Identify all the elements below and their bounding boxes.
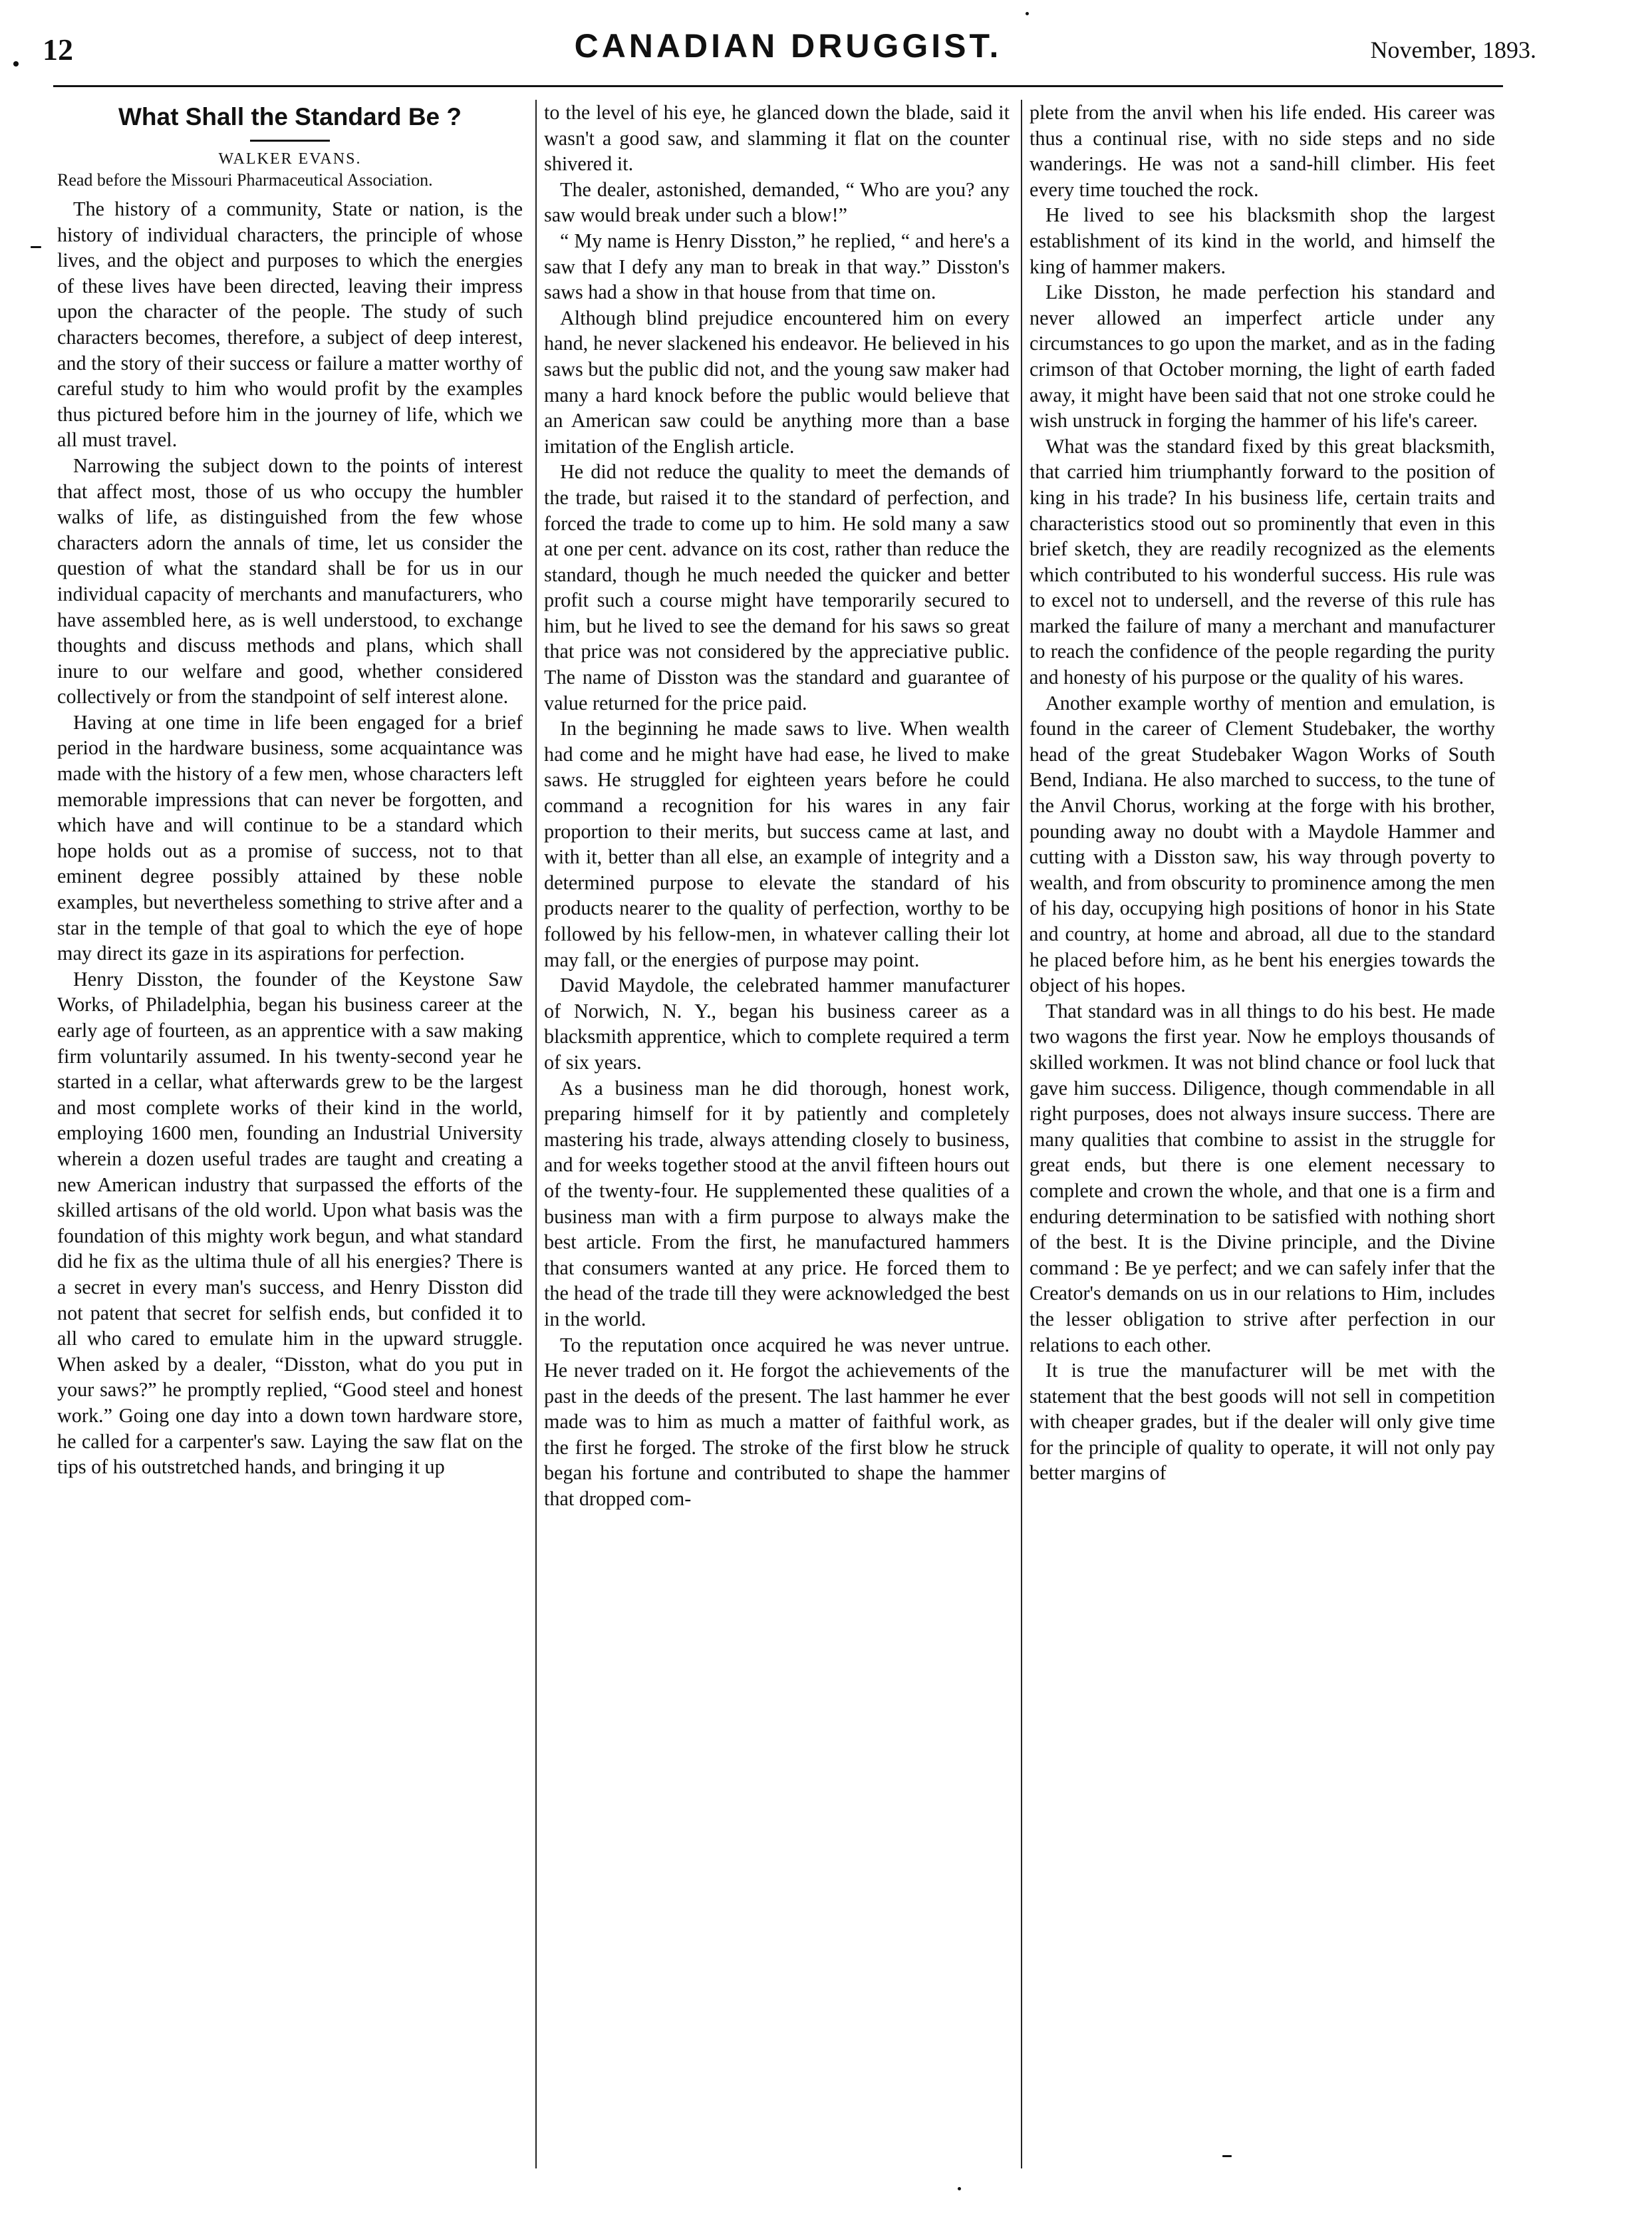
paragraph: Narrowing the subject down to the points of interest that affect most, those of us who occupy the humbler walks of life, as distinguished from the few whose characters adorn the annals of time, let us consider the question of what the standard shall be for us in our individual capacity of merchants and manufacturers, who have assembled here, as is well understood, to exchange thoughts and discuss methods and plans, which shall inure to our welfare and good, whether considered collectively or from the standpoint of self interest alone. [57,454,523,708]
journal-title: CANADIAN DRUGGIST. [574,27,1002,65]
paragraph: What was the standard fixed by this great blacksmith, that carried him triumphantly forward to the position of king in his trade? In his business life, certain traits and characteristics stood out so prominently that even in this brief sketch, they are readily recognized as the elements which contributed to his wonderful success. His rule was to excel not to undersell, and the reverse of this rule has marked the failure of many a merchant and manufacturer to reach the confidence of the people regarding the purity and honesty of his purpose or the quality of his wares. [1030,434,1495,689]
issue-date: November, 1893. [1370,37,1536,63]
text-column-1 [57,100,523,1480]
page-number: 12 [43,33,73,67]
paragraph: plete from the anvil when his life ended. His career was thus a continual rise, with no side steps and no side wanderings. He was not a sand-hill climber. His feet every time touched the rock. [1030,101,1495,201]
title-rule [250,140,330,142]
paragraph: As a business man he did thorough, honest work, preparing himself for it by patiently and completely mastering his trade, always attending closely to business, and for weeks together stood at the anvil fifteen hours out of the twenty-four. He supplemented these qualities of a business man with a firm purpose to always make the best article. From the first, he manufactured hammers that consumers wanted at any price. He forced them to the head of the trade till they were acknowledged the best in the world. [544,1076,1010,1330]
paragraph: David Maydole, the celebrated hammer manufacturer of Norwich, N. Y., began his business career as a blacksmith apprentice, which to complete required a term of six years. [544,974,1010,1074]
paragraph: In the beginning he made saws to live. When wealth had come and he might have had ease, he lived to make saws. He struggled for eighteen years before he could command a recognition for his wares in any fair proportion to their merits, but success came at last, and with it, better than all else, an example of integrity and a determined purpose to elevate the standard of his products nearer to the quality of perfection, worthy to be followed by his fellow-men, in whatever calling their lot may fall, or the energies of purpose may point. [544,717,1010,971]
paragraph: The dealer, astonished, demanded, “ Who are you? any saw would break under such a blow!” [544,178,1010,227]
page-header [40,20,1536,73]
article-author: WALKER EVANS. [218,150,362,168]
paragraph: He lived to see his blacksmith shop the largest establishment of its kind in the world, and himself the king of hammer makers. [1030,204,1495,278]
paragraph: The history of a community, State or nation, is the history of individual characters, the principle of whose lives, and the object and purposes to which the energies of these lives have been directed, leaving their impress upon the character of the people. The study of such characters becomes, therefore, a subject of deep interest, and the story of their success or failure a matter worthy of careful study to him who would profit by the examples thus pictured before him in the journey of life, which we all must travel. [57,198,523,452]
paragraph: Henry Disston, the founder of the Keystone Saw Works, of Philadelphia, began his business career at the early age of fourteen, as an apprentice with a saw making firm voluntarily assumed. In his twenty-second year he started in a cellar, what afterwards grew to be the largest and most complete works of their kind in the world, employing 1600 men, founding an Industrial University wherein a dozen useful trades are taught and creating a new American industry that surpassed the efforts of the skilled artisans of the old world. Upon what basis was the foundation of this mighty work begun, and what standard did he fix as the ultima thule of all his energies? There is a secret in every man's success, and Henry Disston did not patent that secret for selfish ends, but confided it to all who cared to emulate him in the upward struggle. When asked by a dealer, “Disston, what do you put in your saws?” he promptly replied, “Good steel and honest work.” Going one day into a down town hardware store, he called for a carpenter's saw. Laying the saw flat on the tips of his outstretched hands, and bringing it up [57,967,523,1479]
speck [31,246,41,248]
paragraph: To the reputation once acquired he was never untrue. He never traded on it. He forgot the achievements of the past in the deeds of the present. The last hammer he ever made was to him as much a matter of faithful work, as the first he forged. The stroke of the first blow he struck began his fortune and contributed to shape the hammer that dropped com- [544,1333,1010,1511]
paragraph: “ My name is Henry Disston,” he replied, “ and here's a saw that I defy any man to break in that way.” Disston's saws had a show in that house from that time on. [544,229,1010,304]
speck [958,2187,961,2190]
speck [1222,2155,1232,2157]
paragraph: Having at one time in life been engaged for a brief period in the hardware business, some acquaintance was made with the history of a few men, whose characters left memorable impressions that can never be forgotten, and which have and will continue to be a standard which hope holds out as a promise of success, not to that eminent degree possibly attained by these noble examples, but nevertheless something to strive after and a star in the temple of that goal to which the eye of hope may direct its gaze in its aspirations for perfection. [57,710,523,965]
column-divider [1021,100,1022,2168]
article-note: Read before the Missouri Pharmaceutical Association. [57,170,433,190]
speck [1026,12,1029,15]
paragraph: He did not reduce the quality to meet the demands of the trade, but raised it to the standard of perfection, and forced the trade to come up to him. He sold many a saw at one per cent. advance on its cost, rather than reduce the standard, though he much needed the quicker and better profit such a course might have temporarily secured to him, but he lived to see the demand for his saws so great that price was not considered by the appreciative public. The name of Disston was the standard and guarantee of value returned for the price paid. [544,460,1010,714]
article-title: What Shall the Standard Be ? [118,103,462,130]
paragraph: Another example worthy of mention and emulation, is found in the career of Clement Studebaker, the worthy head of the great Studebaker Wagon Works of South Bend, Indiana. He also marched to success, to the tune of the Anvil Chorus, working at the forge with his brother, pounding away no doubt with a Maydole Hammer and cutting with a Disston saw, his way through poverty to wealth, and from obscurity to prominence among the men of his day, occupying high positions of honor in his State and country, at home and abroad, all due to the standard he placed before him, as he bent his energies towards the object of his hopes. [1030,691,1495,997]
column-divider [535,100,537,2168]
paragraph: That standard was in all things to do his best. He made two wagons the first year. Now he employs thousands of skilled workmen. It was not blind chance or fool luck that gave him success. Diligence, though commendable in all right purposes, does not always insure success. There are many qualities that combine to assist in the struggle for great ends, but there is one element necessary to complete and crown the whole, and that one is a firm and enduring determination to be satisfied with nothing short of the best. It is the Divine principle, and the Divine command : Be ye perfect; and we can safely infer that the Creator's demands on us in our relations to Him, includes the lesser obligation to strive after perfection in our relations to each other. [1030,999,1495,1356]
paragraph: It is true the manufacturer will be met with the statement that the best goods will not sell in competition with cheaper grades, but if the dealer will only give time for the principle of quality to operate, it will not only pay better margins of [1030,1359,1495,1485]
text-column-3 [1030,100,1495,1486]
paragraph: Although blind prejudice encountered him on every hand, he never slackened his endeavor. He believed in his saws but the public did not, and the young saw maker had many a hard knock before the public would believe that an American saw could be anything more than a base imitation of the English article. [544,306,1010,458]
paragraph: to the level of his eye, he glanced down the blade, said it wasn't a good saw, and slamming it flat on the counter shivered it. [544,101,1010,176]
header-rule [53,85,1503,87]
paragraph: Like Disston, he made perfection his standard and never allowed an imperfect article under any circumstances to go upon the market, and as in the fading crimson of that October morning, the light of earth faded away, it might have been said that not one stroke could he wish unstruck in forging the hammer of his life's career. [1030,281,1495,432]
text-column-2 [544,100,1010,1512]
speck [13,61,19,67]
